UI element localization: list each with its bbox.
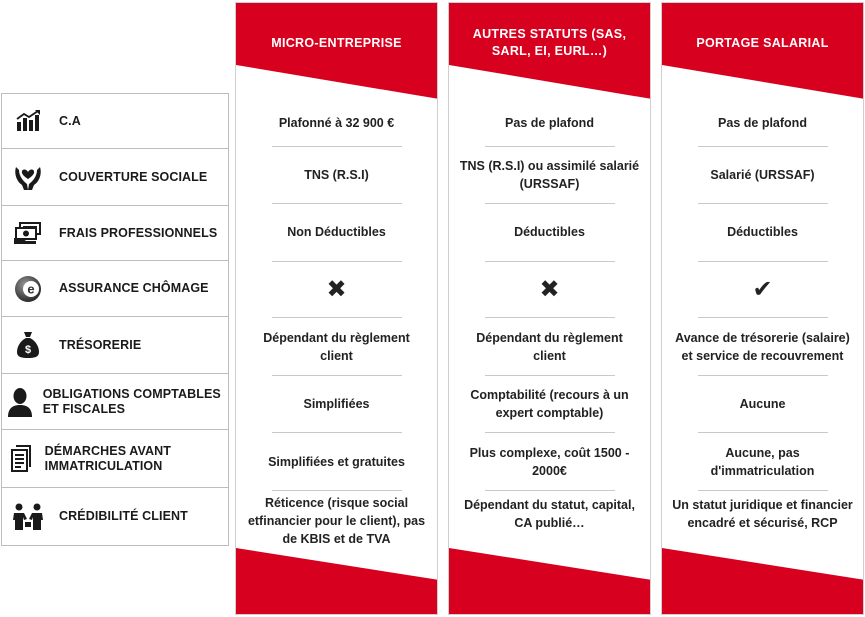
criterion-obligations bbox=[2, 374, 228, 430]
person-icon bbox=[2, 387, 38, 417]
svg-text:e: e bbox=[27, 281, 35, 296]
document-icon bbox=[2, 445, 40, 473]
cell-tresorerie: Dépendant du règlement client bbox=[476, 330, 623, 363]
money-hand-icon bbox=[2, 221, 54, 245]
cell-credibilite: Dépendant du statut, capital, CA publié… bbox=[464, 498, 635, 530]
chart-icon bbox=[2, 110, 54, 132]
euro-coin-icon bbox=[2, 275, 54, 303]
column-title: PORTAGE SALARIAL bbox=[696, 35, 829, 50]
criterion-label: FRAIS PROFESSIONNELS bbox=[59, 225, 218, 240]
column-title: MICRO-ENTREPRISE bbox=[271, 35, 402, 50]
cell-couverture: Salarié (URSSAF) bbox=[710, 168, 815, 182]
hands-heart-icon bbox=[2, 163, 54, 191]
criterion-label: C.A bbox=[59, 113, 81, 128]
criterion-ca bbox=[2, 94, 228, 149]
criterion-frais-professionnels bbox=[2, 206, 228, 261]
criterion-label: CRÉDIBILITÉ CLIENT bbox=[59, 509, 188, 523]
criterion-label: ASSURANCE CHÔMAGE bbox=[59, 281, 209, 295]
cell-frais: Déductibles bbox=[727, 225, 798, 239]
cell-chomage bbox=[236, 262, 437, 317]
cell-demarches: Plus complexe, coût 1500 - 2000€ bbox=[469, 445, 630, 478]
criteria-column bbox=[1, 93, 229, 546]
cell-chomage bbox=[449, 262, 650, 317]
criterion-label: COUVERTURE SOCIALE bbox=[59, 169, 208, 184]
criterion-credibilite bbox=[2, 488, 228, 545]
cell-tresorerie: Dépendant du règlement client bbox=[263, 330, 410, 363]
criterion-label: TRÉSORERIE bbox=[59, 337, 142, 352]
cell-frais: Non Déductibles bbox=[287, 225, 386, 239]
criterion-couverture-sociale bbox=[2, 149, 228, 206]
svg-text:$: $ bbox=[24, 344, 32, 356]
column-micro-entreprise bbox=[235, 2, 438, 615]
column-title: AUTRES STATUTS (SAS, SARL, EI, EURL…) bbox=[472, 27, 627, 58]
cell-obligations: Comptabilité (recours à un expert comptable) bbox=[470, 388, 629, 420]
money-bag-icon bbox=[2, 331, 54, 359]
criterion-assurance-chomage bbox=[2, 261, 228, 317]
criterion-demarches bbox=[2, 430, 228, 488]
footer-band bbox=[449, 548, 651, 614]
cell-credibilite: Réticence (risque social etfinancier pour le client), pas de KBIS et de TVA bbox=[247, 496, 426, 546]
cell-ca: Pas de plafond bbox=[505, 116, 594, 130]
cell-demarches: Simplifiées et gratuites bbox=[268, 454, 405, 469]
cell-ca: Pas de plafond bbox=[718, 116, 807, 130]
footer-band bbox=[236, 548, 438, 614]
cell-couverture: TNS (R.S.I) ou assimilé salarié (URSSAF) bbox=[459, 159, 640, 191]
criterion-label: OBLIGATIONS COMPTABLES ET FISCALES bbox=[42, 386, 221, 416]
footer-band bbox=[662, 548, 864, 614]
column-autres-statuts bbox=[448, 2, 651, 615]
cell-ca: Plafonné à 32 900 € bbox=[278, 116, 395, 130]
cell-obligations: Aucune bbox=[739, 397, 786, 411]
cell-frais: Déductibles bbox=[514, 225, 585, 239]
cell-obligations: Simplifiées bbox=[303, 397, 370, 411]
cross-icon: ✖ bbox=[539, 275, 560, 303]
check-icon: ✔ bbox=[752, 275, 773, 303]
cross-icon: ✖ bbox=[326, 275, 347, 303]
cell-demarches: Aucune, pas d'immatriculation bbox=[710, 445, 815, 478]
criterion-tresorerie bbox=[2, 317, 228, 374]
cell-chomage bbox=[662, 262, 863, 317]
column-portage-salarial bbox=[661, 2, 864, 615]
handshake-icon bbox=[2, 503, 54, 531]
criterion-label: DÉMARCHES AVANT IMMATRICULATION bbox=[44, 443, 171, 473]
cell-credibilite: Un statut juridique et financier encadré et sécurisé, RCP bbox=[672, 498, 853, 530]
cell-tresorerie: Avance de trésorerie (salaire) et service de recouvrement bbox=[675, 330, 850, 363]
cell-couverture: TNS (R.S.I) bbox=[304, 168, 369, 182]
